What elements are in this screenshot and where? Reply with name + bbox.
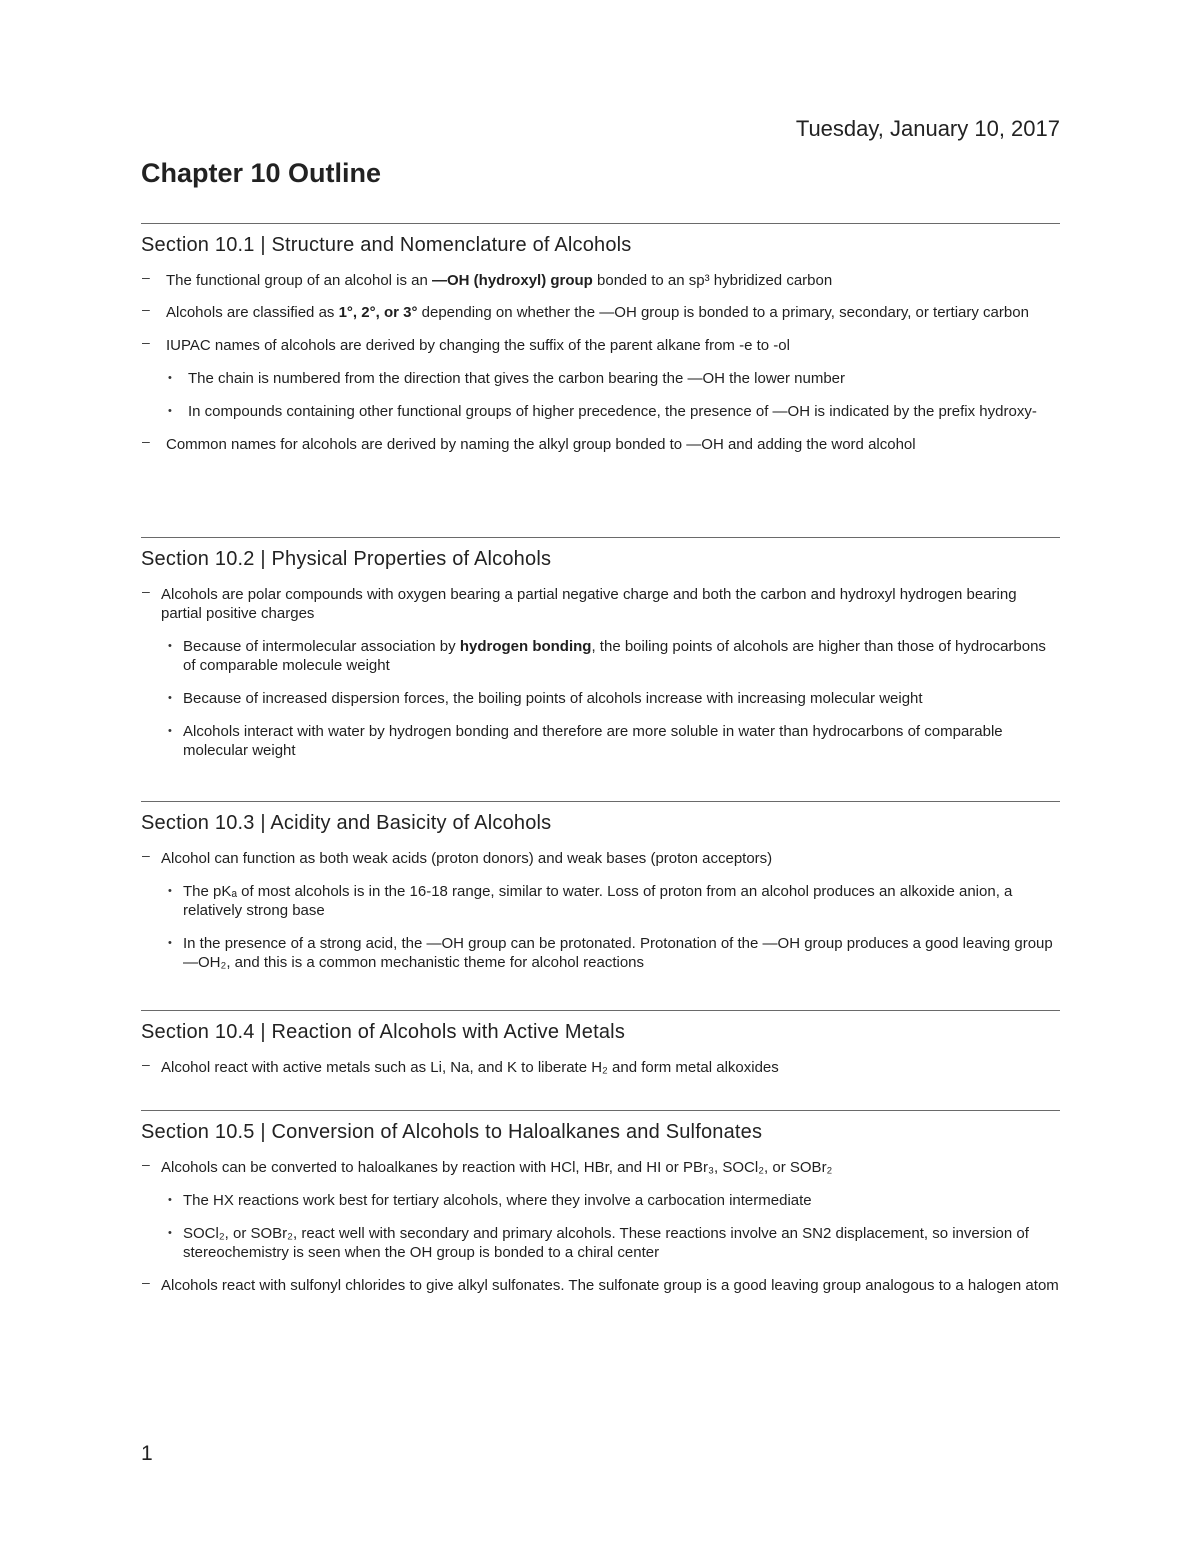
list-item: – Alcohol can function as both weak acids (proton donors) and weak bases (proton acceptors) • The pKₐ of most alcohols is in the 16-18 range, similar to water. Loss of proton from an alcohol produces an alkoxide anion, a relatively strong base • In the presence of a strong acid, the —OH group can be protonated. Protonation of the —OH group produces a good leaving group —OH₂, and this is a common mechanistic theme for alcohol reactions: [141, 849, 1060, 972]
sub-list: [161, 882, 1060, 972]
sub-list-item: • The HX reactions work best for tertiary alcohols, where they involve a carbocation intermediate: [168, 1192, 812, 1209]
dot-bullet-icon: •: [168, 372, 172, 384]
bullet-list: [141, 585, 1060, 760]
list-item: – Common names for alcohols are derived by naming the alkyl group bonded to —OH and adding the word alcohol: [142, 433, 916, 453]
dot-bullet-icon: •: [168, 640, 172, 652]
dot-bullet-icon: •: [168, 1194, 172, 1206]
sub-list-item: • Because of intermolecular association by hydrogen bonding, the boiling points of alcohols are higher than those of hydrocarbons of comparable molecule weight: [168, 638, 1046, 674]
dash-bullet-icon: –: [142, 1056, 150, 1072]
sub-list-item: • SOCl₂, or SOBr₂, react well with secondary and primary alcohols. These reactions involve an SN2 displacement, so inversion of stereochemistry is seen when the OH group is bonded to a chiral center: [168, 1225, 1029, 1261]
dash-bullet-icon: –: [142, 583, 150, 599]
dash-bullet-icon: –: [142, 1274, 150, 1290]
key-term: hydrogen bonding: [459, 638, 592, 655]
list-item: – Alcohols can be converted to haloalkanes by reaction with HCl, HBr, and HI or PBr₃, SOCl₂, or SOBr₂ • The HX reactions work best for tertiary alcohols, where they involve a carbocation intermediate • SOCl₂, or SOBr₂, react well with secondary and primary alcohols. These reactions involve an SN2 displacement, so inversion of stereochemistry is seen when the OH group is bonded to a chiral center: [141, 1158, 1060, 1262]
page-title: Chapter 10 Outline: [141, 158, 382, 188]
list-item: – Alcohols react with sulfonyl chlorides to give alkyl sulfonates. The sulfonate group is a good leaving group analogous to a halogen atom: [142, 1274, 1059, 1294]
sub-list-item: • Because of increased dispersion forces, the boiling points of alcohols increase with increasing molecular weight: [168, 690, 923, 707]
dot-bullet-icon: •: [168, 885, 172, 897]
section-10-4: [141, 1010, 1060, 1077]
bullet-list: [141, 1158, 1060, 1295]
sub-list: [161, 1191, 1060, 1262]
dot-bullet-icon: •: [168, 692, 172, 704]
section-heading: Section 10.2 | Physical Properties of Alcohols: [141, 548, 552, 570]
dot-bullet-icon: •: [168, 937, 172, 949]
sub-list-item: • In compounds containing other functional groups of higher precedence, the presence of —OH is indicated by the prefix hydroxy-: [168, 403, 1037, 420]
dot-bullet-icon: •: [168, 1227, 172, 1239]
section-10-2: [141, 537, 1060, 760]
dot-bullet-icon: •: [168, 725, 172, 737]
section-divider: [141, 801, 1060, 802]
section-divider: [141, 537, 1060, 538]
dash-bullet-icon: –: [142, 433, 150, 449]
section-10-5: [141, 1110, 1060, 1295]
dash-bullet-icon: –: [142, 847, 150, 863]
key-term: —OH (hydroxyl) group: [432, 272, 593, 289]
section-10-3: [141, 801, 1060, 972]
sub-list: [166, 369, 1060, 421]
dash-bullet-icon: –: [142, 301, 150, 317]
sub-list-item: • Alcohols interact with water by hydrogen bonding and therefore are more soluble in water than hydrocarbons of comparable molecular weight: [168, 723, 1003, 759]
section-divider: [141, 223, 1060, 224]
section-heading: Section 10.5 | Conversion of Alcohols to Haloalkanes and Sulfonates: [141, 1121, 763, 1143]
document-date: Tuesday, January 10, 2017: [795, 116, 1060, 141]
page-number: 1: [141, 1442, 153, 1465]
sub-list-item: • The pKₐ of most alcohols is in the 16-18 range, similar to water. Loss of proton from an alcohol produces an alkoxide anion, a relatively strong base: [168, 883, 1013, 919]
section-10-1: [141, 223, 1060, 454]
bullet-list: [141, 1058, 1060, 1077]
section-heading: Section 10.1 | Structure and Nomenclature of Alcohols: [141, 234, 632, 256]
dash-bullet-icon: –: [142, 1156, 150, 1172]
dash-bullet-icon: –: [142, 269, 150, 285]
list-item: – Alcohol react with active metals such as Li, Na, and K to liberate H₂ and form metal alkoxides: [142, 1056, 779, 1076]
sub-list-item: • The chain is numbered from the direction that gives the carbon bearing the —OH the lower number: [168, 370, 846, 387]
key-term: 1°, 2°, or 3°: [338, 304, 418, 321]
section-heading: Section 10.3 | Acidity and Basicity of Alcohols: [141, 812, 552, 834]
list-item: – Alcohols are polar compounds with oxygen bearing a partial negative charge and both the carbon and hydroxyl hydrogen bearing partial positive charges • Because of intermolecular association by hydrogen bonding, the boiling points of alcohols are higher than those of hydrocarbons of comparable molecule weight • Because of increased dispersion forces, the boiling points of alcohols increase with increasing molecular weight • Alcohols interact with water by hydrogen bonding and therefore are more soluble in water than hydrocarbons of comparable molecular weight: [141, 585, 1060, 760]
sub-list: [161, 637, 1060, 760]
sub-list-item: • In the presence of a strong acid, the —OH group can be protonated. Protonation of the —OH group produces a good leaving group —OH₂, and this is a common mechanistic theme for alcohol reactions: [168, 935, 1053, 971]
list-item: – Alcohols are classified as 1°, 2°, or 3° depending on whether the —OH group is bonded to a primary, secondary, or tertiary carbon: [142, 301, 1029, 321]
bullet-list: [141, 849, 1060, 972]
list-item: – The functional group of an alcohol is an —OH (hydroxyl) group bonded to an sp³ hybridized carbon: [142, 269, 833, 289]
dash-bullet-icon: –: [142, 334, 150, 350]
dot-bullet-icon: •: [168, 405, 172, 417]
list-item: – IUPAC names of alcohols are derived by changing the suffix of the parent alkane from -e to -ol • The chain is numbered from the direction that gives the carbon bearing the —OH the lower number • In compounds containing other functional groups of higher precedence, the presence of —OH is indicated by the prefix hydroxy-: [141, 336, 1060, 421]
section-divider: [141, 1110, 1060, 1111]
bullet-list: [141, 271, 1060, 454]
section-divider: [141, 1010, 1060, 1011]
section-heading: Section 10.4 | Reaction of Alcohols with Active Metals: [141, 1021, 626, 1043]
